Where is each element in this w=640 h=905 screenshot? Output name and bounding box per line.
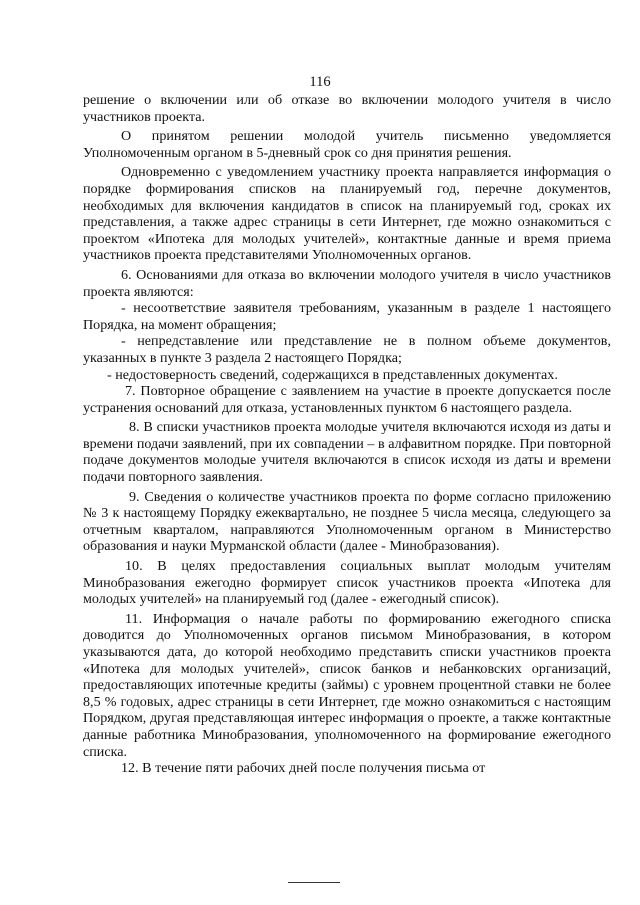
paragraph-2: О принятом решении молодой учитель письменно уведомляется Уполномоченным органом в 5-дневный срок со дня принятия решения. — [83, 128, 611, 161]
paragraph-item-11: 11. Информация о начале работы по формированию ежегодного списка доводится до Уполномоченных органов письмом Минобразования, в котором указываются дата, до которой необходимо представить списки участников проекта «Ипотека для молодых учителей», список банков и небанковских организаций, предоставляющих ипотечные кредиты (займы) с уровнем процентной ставки не более 8,5 % годовых, адрес страницы в сети Интернет, где можно ознакомиться с настоящим Порядком, другая представляющая интерес информация о проекте, а также контактные данные работника Минобразования, уполномоченного на формирование ежегодного списка. — [83, 610, 611, 760]
paragraph-item-6-dash-1: - несоответствие заявителя требованиям, указанным в разделе 1 настоящего Порядка, на момент обращения; — [83, 300, 611, 333]
paragraph-item-6-dash-2: - непредставление или представление не в полном объеме документов, указанных в пункте 3 раздела 2 настоящего Порядка; — [83, 333, 611, 366]
paragraph-3: Одновременно с уведомлением участнику проекта направляется информация о порядке формирования списков на планируемый год, перечне документов, необходимых для включения кандидатов в список на планируемый год, сроках их представления, а также адрес страницы в сети Интернет, где можно ознакомиться с проектом «Ипотека для молодых учителей», контактные данные и время приема участников проекта представителями Уполномоченных органов. — [83, 164, 611, 264]
page-number: 116 — [309, 74, 331, 90]
paragraph-1: решение о включении или об отказе во включении молодого учителя в число участников проекта. — [83, 92, 611, 125]
footer-divider — [288, 882, 340, 883]
paragraph-item-9: 9. Сведения о количестве участников проекта по форме согласно приложению № 3 к настоящему Порядку ежеквартально, не позднее 5 числа месяца, следующего за отчетным кварталом, направляются Уполномоченным органом в Министерство образования и науки Мурманской области (далее - Минобразования). — [83, 488, 611, 555]
paragraph-item-6-dash-3: - недостоверность сведений, содержащихся в представленных документах. — [107, 366, 558, 383]
paragraph-item-12: 12. В течение пяти рабочих дней после получения письма от — [121, 760, 486, 777]
document-body — [83, 92, 611, 777]
paragraph-item-7: 7. Повторное обращение с заявлением на участие в проекте допускается после устранения оснований для отказа, установленных пунктом 6 настоящего раздела. — [83, 383, 611, 416]
paragraph-item-8: 8. В списки участников проекта молодые учителя включаются исходя из даты и времени подачи заявлений, при их совпадении – в алфавитном порядке. При повторной подаче документов молодые учителя включаются в список исходя из даты и времени подачи повторного заявления. — [83, 419, 611, 486]
paragraph-item-6: 6. Основаниями для отказа во включении молодого учителя в число участников проекта являются: — [83, 266, 611, 300]
paragraph-item-10: 10. В целях предоставления социальных выплат молодым учителям Минобразования ежегодно формирует список участников проекта «Ипотека для молодых учителей» на планируемый год (далее - ежегодный список). — [83, 558, 611, 608]
